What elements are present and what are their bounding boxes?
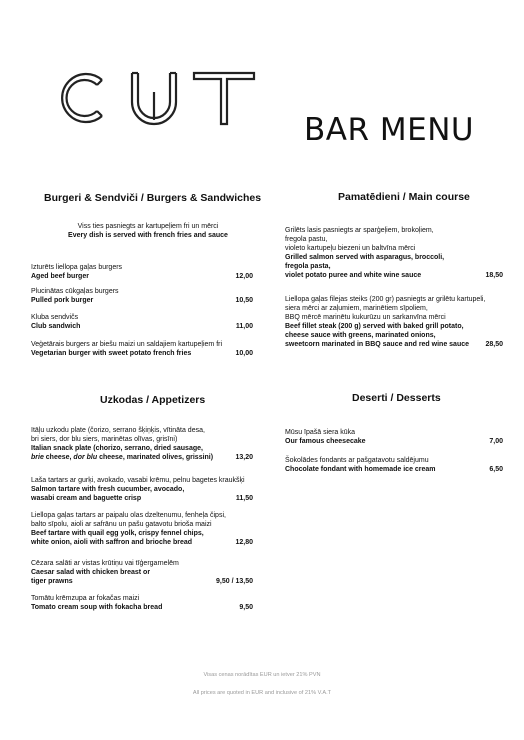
burgers-note-lv: Viss ties pasniegts ar kartupeļiem fri un mērci (77, 223, 219, 230)
burgers-section-title: Burgeri & Sendviči / Burgers & Sandwiches (44, 192, 262, 204)
price: 18,50 (485, 272, 503, 279)
price: 28,50 (485, 341, 503, 348)
burgers-note-en: Every dish is served with french fries and sauce (68, 232, 228, 239)
price: 11,50 (235, 495, 253, 502)
list-item: Liellopa gaļas filejas steiks (200 gr) pasniegts ar grilētu kartupeli, siera mērci ar zaļumiem, marinētiem sīpoliem, BBQ mērcē marinētu kukurūzu un sarkanvīna mērci Beef fillet steak (200 g) served with baked grill potato, cheese sauce with greens, marinated onions, sweetcorn marinated in BBQ sauce and red wine sauce 28,50 (285, 296, 503, 348)
logo-text: CUT (48, 70, 51, 71)
price: 13,20 (235, 454, 253, 461)
list-item: Itāļu uzkodu plate (čorizo, serrano šķiņķis, vītināta desa, bri siers, dor blu siers, marinētas olīvas, grisīni) Italian snack plate (chorizo, serrano, dried sausage, brie cheese, dor blu cheese, marinated olives, grissini) 13,20 (31, 427, 253, 461)
menu-title: BAR MENU (304, 112, 475, 148)
main-section-title: Pamatēdieni / Main course (338, 191, 470, 203)
footer-lv: Visas cenas norādītas EUR un ietver 21% PVN (203, 672, 321, 678)
list-item: Mūsu īpašā siera kūka Our famous cheesecake 7,00 (285, 429, 503, 445)
list-item: Grilēts lasis pasniegts ar sparģeļiem, brokoļiem, fregola pastu, violeto kartupeļu biezeni un baltvīna mērci Grilled salmon served with asparagus, broccoli, fregola pasta, violet potato puree and white wine sauce 18,50 (285, 227, 503, 279)
price: 10,50 (235, 297, 253, 304)
price: 11,00 (235, 323, 253, 330)
list-item: Šokolādes fondants ar pašgatavotu saldējumu Chocolate fondant with homemade ice cream 6,50 (285, 457, 503, 473)
desserts-section-title: Deserti / Desserts (352, 392, 441, 404)
list-item: Laša tartars ar gurķi, avokado, vasabi krēmu, pelnu bagetes kraukšķi Salmon tartare with fresh cucumber, avocado, wasabi cream and baguette crisp 11,50 (31, 477, 253, 502)
burgers-note (40, 222, 256, 240)
list-item: Liellopa gaļas tartars ar paipalu olas dzeltenumu, fenheļa čipsi, balto sīpolu, aioli ar safrānu un pašu gatavotu brioša maizi Beef tartare with quail egg yolk, crispy fennel chips, white onion, aioli with saffron and brioche bread 12,80 (31, 512, 253, 546)
price: 6,50 (489, 466, 503, 473)
price: 9,50 / 13,50 (216, 578, 253, 585)
appetizers-section-title: Uzkodas / Appetizers (100, 394, 206, 406)
list-item: Plucinātas cūkgaļas burgers Pulled pork burger 10,50 (31, 288, 253, 304)
list-item: Veģetārais burgers ar biešu maizi un saldajiem kartupeļiem fri Vegetarian burger with sweet potato french fries 10,00 (31, 341, 253, 357)
price: 9,50 (239, 604, 253, 611)
cut-logo (48, 70, 258, 126)
list-item: Tomātu krēmzupa ar fokačas maizi Tomato cream soup with fokacha bread 9,50 (31, 595, 253, 611)
footer-en: All prices are quoted in EUR and inclusive of 21% V.A.T (192, 690, 332, 696)
list-item: Cēzara salāti ar vistas krūtiņu vai tīģergarnelēm Caesar salad with chicken breast or tiger prawns 9,50 / 13,50 (31, 560, 253, 585)
list-item: Izturēts liellopa gaļas burgers Aged beef burger 12,00 (31, 264, 253, 280)
price: 10,00 (235, 350, 253, 357)
price: 7,00 (489, 438, 503, 445)
price: 12,00 (235, 273, 253, 280)
list-item: Kluba sendvičs Club sandwich 11,00 (31, 314, 253, 330)
price: 12,80 (235, 539, 253, 546)
